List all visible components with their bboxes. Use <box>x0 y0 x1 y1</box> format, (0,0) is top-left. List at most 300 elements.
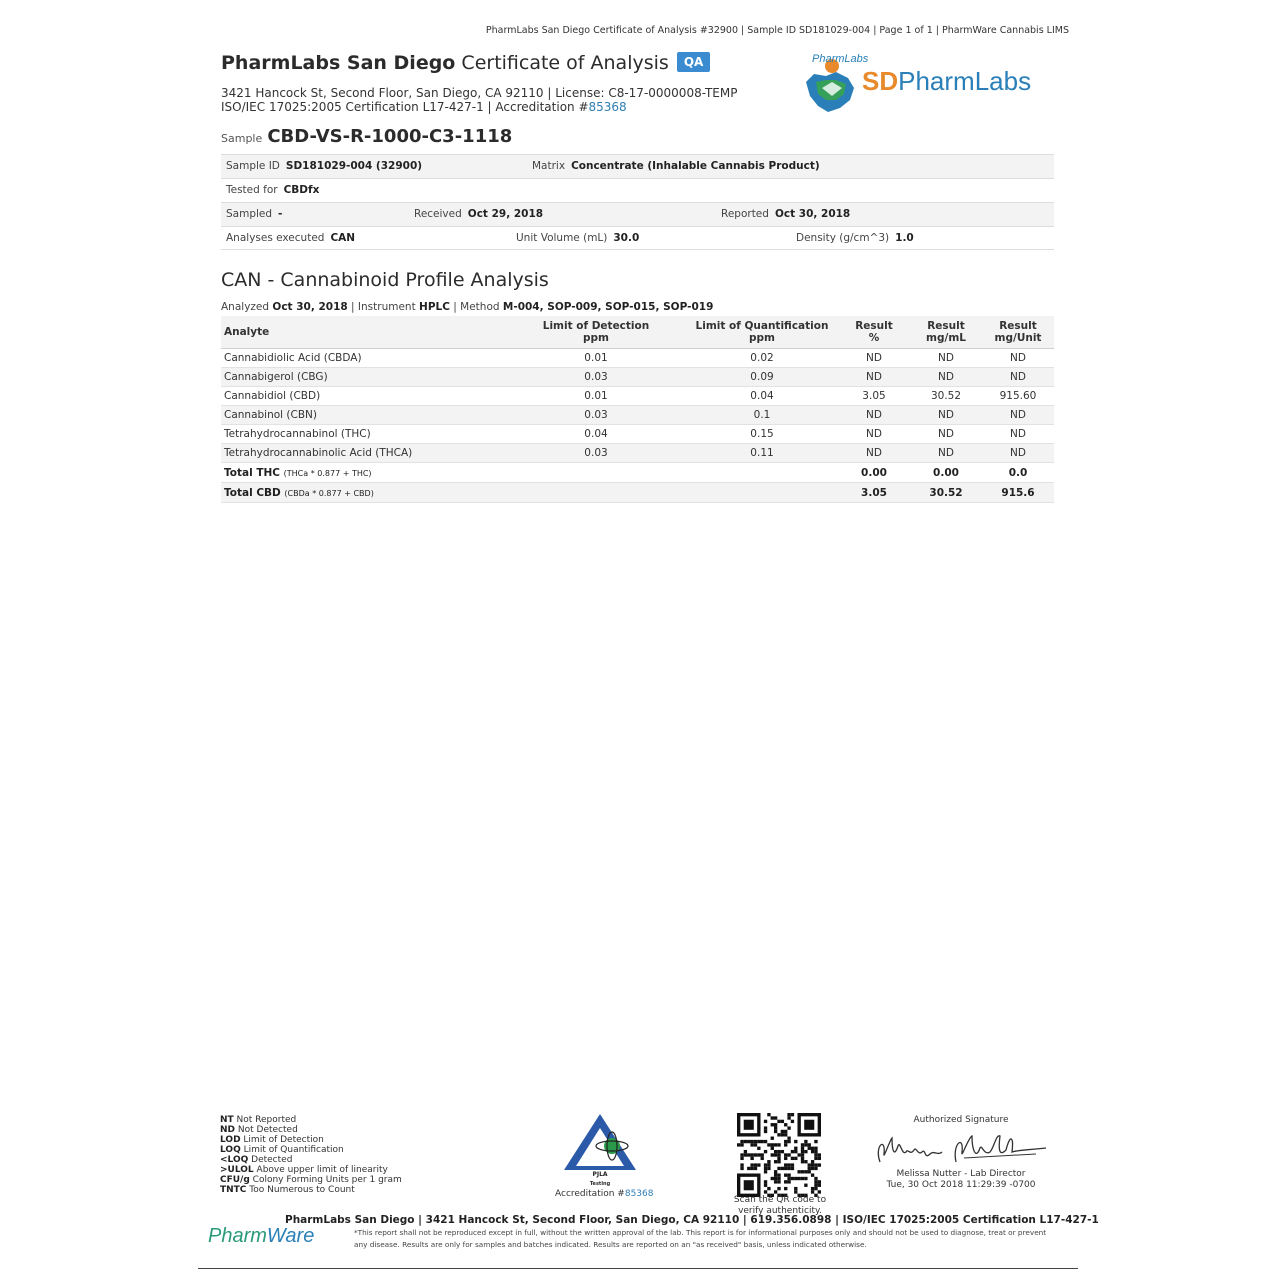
legend-text: Not Detected <box>237 1125 298 1135</box>
total-cbd-label: Total CBD <box>224 486 281 499</box>
col-analyte: Analyte <box>221 316 506 349</box>
abbreviation-legend <box>220 1115 402 1195</box>
qr-module <box>787 1137 790 1140</box>
qr-module <box>784 1187 787 1190</box>
qr-module <box>771 1137 774 1140</box>
qr-module <box>787 1126 790 1129</box>
qr-module <box>750 1167 753 1170</box>
qr-module <box>784 1157 787 1160</box>
qr-module <box>787 1113 790 1116</box>
cell-result-pct: ND <box>838 444 910 463</box>
qr-module <box>791 1113 794 1116</box>
legend-abbr: <LOQ <box>220 1155 249 1165</box>
qr-module <box>818 1153 821 1156</box>
total-thc-formula: (THCa * 0.877 + THC) <box>283 468 372 478</box>
qr-module <box>784 1123 787 1126</box>
cell-result-mgml: ND <box>910 444 982 463</box>
col-result-mgunit-unit: mg/Unit <box>994 332 1042 344</box>
table-header-row <box>221 316 1054 349</box>
tested-for-cell <box>226 179 319 202</box>
qr-module <box>777 1173 780 1176</box>
qr-module <box>787 1116 790 1119</box>
legend-text: Not Reported <box>236 1115 297 1125</box>
pjla-sub: Testing <box>589 1181 611 1187</box>
qr-module <box>804 1177 807 1180</box>
qr-module <box>814 1180 817 1183</box>
cell-total-name <box>221 483 506 503</box>
qr-module <box>737 1143 740 1146</box>
col-result-mgunit <box>982 316 1054 349</box>
sample-info-table <box>221 154 1054 250</box>
cell-total-mgml: 0.00 <box>910 463 982 483</box>
qr-module <box>811 1147 814 1150</box>
logo-sd: SD <box>862 66 899 96</box>
unit-volume-value: 30.0 <box>613 232 640 244</box>
matrix-label: Matrix <box>532 160 566 172</box>
page-header-line: PharmLabs San Diego Certificate of Analysis #32900 | Sample ID SD181029-004 | Page 1 of 1 | PharmWare Cannabis LIMS <box>485 25 1069 36</box>
signature-date: Tue, 30 Oct 2018 11:29:39 -0700 <box>886 1180 1036 1190</box>
qr-module <box>771 1177 774 1180</box>
cell-result-mgunit: ND <box>982 349 1054 368</box>
footer-disclaimer: *This report shall not be reproduced except in full, without the written approval of the lab. This report is for informational purposes only and should not be used to diagnose, treat or prevent any disease. Results are only for samples and batches indicated. Results are reported on an "as received" basis, unless indicated otherwise. <box>354 1228 1047 1249</box>
qr-module <box>791 1150 794 1153</box>
sample-heading <box>221 126 512 147</box>
legend-item <box>220 1145 402 1155</box>
qr-module <box>811 1190 814 1193</box>
qr-module <box>784 1153 787 1156</box>
tested-for-value: CBDfx <box>283 184 320 196</box>
pharmware-logo <box>208 1225 314 1248</box>
pharmware-logo-ware: Ware <box>266 1225 315 1247</box>
legend-abbr: >ULOL <box>220 1165 254 1175</box>
qr-module <box>740 1143 743 1146</box>
qr-module <box>804 1140 807 1143</box>
qr-module <box>764 1140 767 1143</box>
qr-module <box>764 1163 767 1166</box>
lab-address <box>221 86 737 114</box>
qr-module <box>801 1160 804 1163</box>
qr-module <box>794 1157 797 1160</box>
matrix-cell <box>532 155 820 178</box>
qr-module <box>814 1147 817 1150</box>
table-row <box>221 425 1054 444</box>
qr-module <box>787 1167 790 1170</box>
qr-module <box>787 1153 790 1156</box>
cell-result-mgml: ND <box>910 368 982 387</box>
certification-line <box>221 100 737 114</box>
cell-total-mgunit: 0.0 <box>982 463 1054 483</box>
qr-module <box>801 1150 804 1153</box>
qr-module <box>747 1140 750 1143</box>
cell-analyte: Tetrahydrocannabinol (THC) <box>221 425 506 444</box>
qr-module <box>767 1163 770 1166</box>
info-row-analyses <box>221 226 1054 250</box>
received-cell <box>414 203 543 226</box>
total-cbd-formula: (CBDa * 0.877 + CBD) <box>284 488 374 498</box>
qr-module <box>797 1153 800 1156</box>
instrument-value: HPLC <box>419 301 450 313</box>
analyses-label: Analyses executed <box>226 232 325 244</box>
matrix-value: Concentrate (Inhalable Cannabis Product) <box>571 160 820 172</box>
received-value: Oct 29, 2018 <box>467 208 544 220</box>
accreditation-link[interactable]: 85368 <box>588 100 627 114</box>
qr-module <box>750 1163 753 1166</box>
method-value: M-004, SOP-009, SOP-015, SOP-019 <box>502 301 714 313</box>
qr-module <box>754 1143 757 1146</box>
qr-module <box>774 1153 777 1156</box>
qr-module <box>808 1167 811 1170</box>
qr-module <box>757 1163 760 1166</box>
qr-module <box>747 1153 750 1156</box>
pjla-accreditation <box>555 1112 654 1199</box>
sdpharmlabs-logo <box>800 52 1060 116</box>
cell-result-pct: 3.05 <box>838 387 910 406</box>
legend-item <box>220 1125 402 1135</box>
cell-empty <box>686 463 838 483</box>
qr-module <box>774 1177 777 1180</box>
qr-module <box>771 1147 774 1150</box>
qr-module <box>777 1157 780 1160</box>
cell-lod: 0.03 <box>506 406 686 425</box>
col-result-mgml-unit: mg/mL <box>926 332 966 344</box>
qr-module <box>808 1170 811 1173</box>
logo-arc-text <box>808 46 878 68</box>
info-row-tested-for <box>221 178 1054 202</box>
cell-total-pct: 3.05 <box>838 483 910 503</box>
qr-module <box>784 1133 787 1136</box>
qr-module <box>814 1177 817 1180</box>
legend-abbr: LOQ <box>220 1145 241 1155</box>
col-result-pct-unit: % <box>868 332 880 344</box>
legend-abbr: TNTC <box>220 1185 247 1195</box>
legend-text: Too Numerous to Count <box>249 1185 355 1195</box>
pjla-logo-icon <box>562 1112 638 1178</box>
info-row-id <box>221 154 1054 178</box>
qr-module <box>757 1140 760 1143</box>
qr-module <box>774 1143 777 1146</box>
qr-module <box>801 1177 804 1180</box>
qr-module <box>797 1177 800 1180</box>
qr-module <box>744 1180 754 1190</box>
legend-text: Limit of Quantification <box>243 1145 344 1155</box>
qr-module <box>740 1140 743 1143</box>
legend-item <box>220 1175 402 1185</box>
qr-module <box>744 1140 747 1143</box>
qr-module <box>784 1130 787 1133</box>
received-label: Received <box>414 208 462 220</box>
qr-module <box>764 1190 767 1193</box>
cell-analyte: Tetrahydrocannabinolic Acid (THCA) <box>221 444 506 463</box>
qr-module <box>774 1130 777 1133</box>
signatory <box>875 1169 1047 1191</box>
logo-wordmark <box>862 66 1031 97</box>
qr-module <box>744 1150 747 1153</box>
qr-module <box>771 1143 774 1146</box>
qr-module <box>764 1126 767 1129</box>
reported-label: Reported <box>721 208 769 220</box>
cell-analyte: Cannabigerol (CBG) <box>221 368 506 387</box>
qr-module <box>740 1157 743 1160</box>
pjla-accreditation-line <box>555 1189 654 1199</box>
legend-text: Limit of Detection <box>243 1135 324 1145</box>
cell-loq: 0.1 <box>686 406 838 425</box>
analyses-value: CAN <box>330 232 356 244</box>
qr-module <box>767 1113 770 1116</box>
qr-module <box>814 1184 817 1187</box>
qr-module <box>750 1153 753 1156</box>
qr-module <box>777 1143 780 1146</box>
address-line: 3421 Hancock St, Second Floor, San Diego, CA 92110 | License: C8-17-0000008-TEMP <box>221 86 738 100</box>
cell-loq: 0.11 <box>686 444 838 463</box>
table-row <box>221 444 1054 463</box>
qr-module <box>784 1167 787 1170</box>
qr-module <box>771 1153 774 1156</box>
legend-item <box>220 1155 402 1165</box>
qr-module <box>814 1163 817 1166</box>
qr-module <box>781 1130 784 1133</box>
qr-module <box>777 1120 780 1123</box>
lab-name: PharmLabs San Diego <box>221 52 456 74</box>
qr-module <box>764 1120 767 1123</box>
qr-module <box>781 1133 784 1136</box>
legend-text: Above upper limit of linearity <box>256 1165 388 1175</box>
qr-module <box>818 1163 821 1166</box>
qr-module <box>808 1143 811 1146</box>
analysis-title: CAN - Cannabinoid Profile Analysis <box>221 269 549 291</box>
qr-module <box>771 1116 774 1119</box>
qr-module <box>750 1140 753 1143</box>
qr-module <box>808 1163 811 1166</box>
qr-module <box>791 1120 794 1123</box>
total-row-thc <box>221 463 1054 483</box>
analysis-meta <box>221 301 713 313</box>
cell-result-mgunit: ND <box>982 425 1054 444</box>
pharmware-logo-pharm: Pharm <box>208 1225 267 1247</box>
pjla-acc-link[interactable]: 85368 <box>624 1189 654 1199</box>
qr-module <box>811 1187 814 1190</box>
pjla-acc-label: Accreditation # <box>555 1189 625 1199</box>
qr-module <box>740 1153 743 1156</box>
table-row <box>221 349 1054 368</box>
legend-abbr: NT <box>220 1115 234 1125</box>
sample-id-value: SD181029-004 (32900) <box>285 160 423 172</box>
col-result-mgml <box>910 316 982 349</box>
qr-module <box>818 1184 821 1187</box>
qr-module <box>764 1180 767 1183</box>
unit-volume-label: Unit Volume (mL) <box>516 232 608 244</box>
sampled-value: - <box>278 208 283 220</box>
sample-id-label: Sample ID <box>226 160 280 172</box>
qr-module <box>801 1153 804 1156</box>
tested-for-label: Tested for <box>226 184 278 196</box>
qr-module <box>787 1173 790 1176</box>
col-result-pct-label: Result <box>855 320 893 332</box>
qr-module <box>777 1133 780 1136</box>
cell-result-mgunit: ND <box>982 406 1054 425</box>
legend-abbr: LOD <box>220 1135 241 1145</box>
qr-module <box>818 1190 821 1193</box>
qr-module <box>791 1177 794 1180</box>
qr-module <box>787 1177 790 1180</box>
qr-module <box>808 1147 811 1150</box>
qr-module <box>814 1167 817 1170</box>
qr-module <box>767 1187 770 1190</box>
reported-cell <box>721 203 850 226</box>
col-loq-label: Limit of Quantification <box>695 320 829 332</box>
cell-total-name <box>221 463 506 483</box>
qr-module <box>764 1150 767 1153</box>
qr-module <box>754 1140 757 1143</box>
legend-abbr: CFU/g <box>220 1175 250 1185</box>
qr-module <box>784 1173 787 1176</box>
qr-module <box>804 1120 814 1130</box>
analyses-cell <box>226 227 355 250</box>
cell-analyte: Cannabinol (CBN) <box>221 406 506 425</box>
qr-module <box>784 1180 787 1183</box>
sample-id-cell <box>226 155 422 178</box>
qr-module <box>794 1140 797 1143</box>
qr-module <box>814 1157 817 1160</box>
qr-module <box>814 1140 817 1143</box>
qr-module <box>804 1184 807 1187</box>
legend-text: Colony Forming Units per 1 gram <box>252 1175 402 1185</box>
logo-pharmlabs: PharmLabs <box>898 66 1032 96</box>
qr-module <box>777 1187 780 1190</box>
qr-module <box>797 1170 800 1173</box>
analyzed-label: Analyzed <box>221 301 270 313</box>
qr-module <box>781 1120 784 1123</box>
doc-title: Certificate of Analysis <box>461 52 669 74</box>
qr-module <box>774 1150 777 1153</box>
verification-qr-code[interactable] <box>737 1113 821 1197</box>
qr-module <box>791 1163 794 1166</box>
cell-lod: 0.01 <box>506 387 686 406</box>
qr-module <box>811 1163 814 1166</box>
unit-volume-cell <box>516 227 639 250</box>
qr-module <box>774 1180 777 1183</box>
qr-module <box>811 1173 814 1176</box>
pjla-name: PJLA <box>592 1171 608 1178</box>
qr-module <box>811 1150 814 1153</box>
col-lod-unit: ppm <box>583 332 609 344</box>
legend-item <box>220 1135 402 1145</box>
qr-module <box>784 1163 787 1166</box>
qr-module <box>787 1140 790 1143</box>
qr-module <box>754 1153 757 1156</box>
qr-module <box>818 1157 821 1160</box>
cell-result-mgml: ND <box>910 406 982 425</box>
qr-module <box>757 1153 760 1156</box>
cell-loq: 0.15 <box>686 425 838 444</box>
analyzed-value: Oct 30, 2018 <box>272 301 348 313</box>
qr-module <box>787 1180 790 1183</box>
qr-module <box>774 1123 777 1126</box>
qr-module <box>781 1167 784 1170</box>
qr-module <box>794 1150 797 1153</box>
legend-item <box>220 1115 402 1125</box>
qa-badge: QA <box>677 52 711 72</box>
qr-module <box>784 1143 787 1146</box>
qr-module <box>771 1123 774 1126</box>
cell-result-mgunit: 915.60 <box>982 387 1054 406</box>
qr-module <box>767 1160 770 1163</box>
qr-caption: Scan the QR code to verify authenticity. <box>733 1195 827 1216</box>
qr-module <box>777 1153 780 1156</box>
logo-arc-label: PharmLabs <box>812 53 869 65</box>
qr-module <box>754 1163 757 1166</box>
cell-loq: 0.04 <box>686 387 838 406</box>
cell-total-mgunit: 915.6 <box>982 483 1054 503</box>
col-lod-label: Limit of Detection <box>542 320 650 332</box>
legend-text: Detected <box>251 1155 293 1165</box>
col-loq-unit: ppm <box>749 332 775 344</box>
qr-module <box>761 1157 764 1160</box>
method-label: | Method <box>453 301 500 313</box>
legend-item <box>220 1185 402 1195</box>
col-result-pct <box>838 316 910 349</box>
qr-module <box>740 1163 743 1166</box>
cert-text: ISO/IEC 17025:2005 Certification L17-427-1 | Accreditation # <box>221 100 589 114</box>
cell-result-pct: ND <box>838 349 910 368</box>
qr-module <box>774 1126 777 1129</box>
footer-lab-line: PharmLabs San Diego | 3421 Hancock St, Second Floor, San Diego, CA 92110 | 619.356.0898 | ISO/IEC 17025:2005 Certification L17-427-1 <box>285 1214 1099 1226</box>
qr-module <box>774 1160 777 1163</box>
cell-result-pct: ND <box>838 425 910 444</box>
density-value: 1.0 <box>895 232 914 244</box>
qr-module <box>777 1160 780 1163</box>
cell-result-mgunit: ND <box>982 444 1054 463</box>
sample-label: Sample <box>221 132 263 145</box>
qr-module <box>794 1187 797 1190</box>
reported-value: Oct 30, 2018 <box>774 208 851 220</box>
cell-result-pct: ND <box>838 406 910 425</box>
qr-module <box>804 1150 807 1153</box>
qr-module <box>794 1177 797 1180</box>
qr-module <box>744 1153 747 1156</box>
cell-total-mgml: 30.52 <box>910 483 982 503</box>
cannabinoid-table <box>221 316 1054 503</box>
qr-module <box>794 1190 797 1193</box>
qr-module <box>740 1167 743 1170</box>
qr-module <box>818 1180 821 1183</box>
signatory-name: Melissa Nutter - Lab Director <box>896 1169 1026 1179</box>
qr-module <box>804 1143 807 1146</box>
table-row <box>221 368 1054 387</box>
cell-loq: 0.02 <box>686 349 838 368</box>
qr-module <box>787 1163 790 1166</box>
cell-analyte: Cannabidiolic Acid (CBDA) <box>221 349 506 368</box>
qr-module <box>767 1143 770 1146</box>
qr-module <box>757 1147 760 1150</box>
col-result-mgunit-label: Result <box>999 320 1037 332</box>
qr-module <box>774 1173 777 1176</box>
qr-module <box>801 1143 804 1146</box>
qr-module <box>791 1157 794 1160</box>
col-lod <box>506 316 686 349</box>
qr-module <box>764 1170 767 1173</box>
cell-result-pct: ND <box>838 368 910 387</box>
sampled-cell <box>226 203 282 226</box>
qr-module <box>777 1150 780 1153</box>
qr-module <box>784 1140 787 1143</box>
qr-module <box>781 1150 784 1153</box>
qr-module <box>814 1153 817 1156</box>
qr-module <box>814 1150 817 1153</box>
qr-module <box>767 1167 770 1170</box>
qr-module <box>814 1187 817 1190</box>
legend-item <box>220 1165 402 1175</box>
signature-heading: Authorized Signature <box>913 1115 1009 1125</box>
